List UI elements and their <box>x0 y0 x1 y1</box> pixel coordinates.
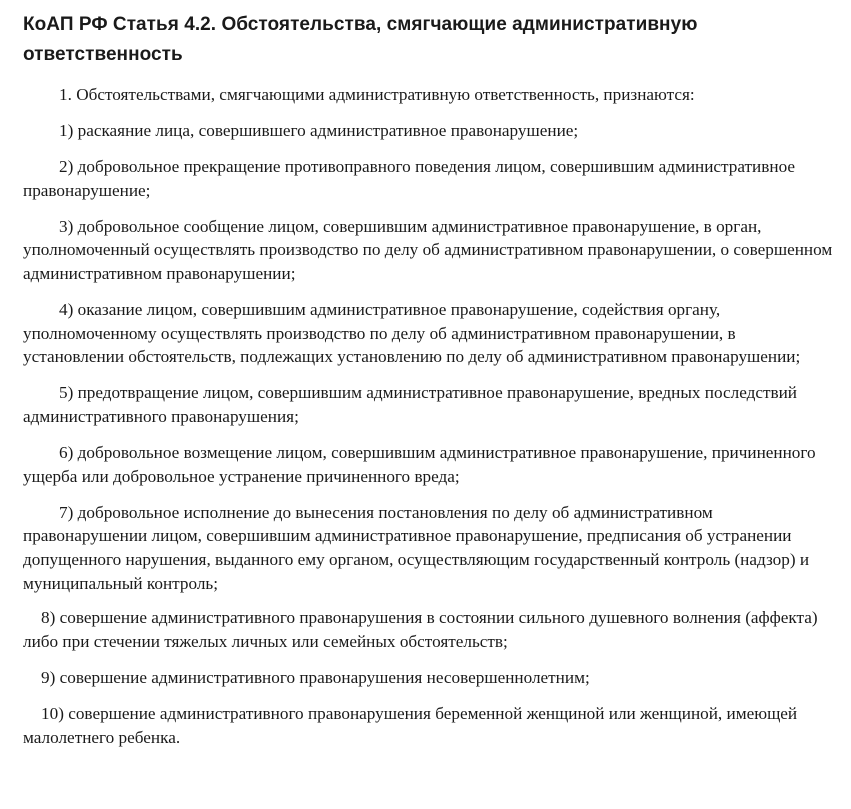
paragraph-item-7: 7) добровольное исполнение до вынесения постановления по делу об административном правонарушении лицом, совершившим административное правонарушение, предписания об устранении допущенного нарушения, выданного ему органом, осуществляющим государственный контроль (надзор) и муниципальный контроль; <box>23 502 810 593</box>
paragraph-item-5: 5) предотвращение лицом, совершившим административное правонарушение, вредных последствий административного правонарушения; <box>23 383 797 427</box>
paragraph-item-8: 8) совершение административного правонарушения в состоянии сильного душевного волнения (аффекта) либо при стечении тяжелых личных или семейных обстоятельств; <box>23 608 818 651</box>
paragraph-item-4: 4) оказание лицом, совершившим административное правонарушение, содействия органу, уполномоченному осуществлять производство по делу об административном правонарушении, в установлении обстоятельств, подлежащих установлению по делу об административном правонарушении; <box>23 300 801 367</box>
paragraph-item-2: 2) добровольное прекращение противоправного поведения лицом, совершившим административное правонарушение; <box>23 157 795 200</box>
paragraph-item-6: 6) добровольное возмещение лицом, совершившим административное правонарушение, причиненного ущерба или добровольное устранение причиненного вреда; <box>23 443 816 486</box>
paragraph-item-1: 1) раскаяние лица, совершившего административное правонарушение; <box>59 121 579 141</box>
article-body <box>23 83 837 749</box>
article-title: КоАП РФ Статья 4.2. Обстоятельства, смягчающие административную ответственность <box>23 14 698 65</box>
paragraph-item-10: 10) совершение административного правонарушения беременной женщиной или женщиной, имеющей малолетнего ребенка. <box>23 703 798 747</box>
paragraph-intro: 1. Обстоятельствами, смягчающими административную ответственность, признаются: <box>59 85 695 104</box>
paragraph-item-3: 3) добровольное сообщение лицом, совершившим административное правонарушение, в орган, уполномоченный осуществлять производство по делу об административном правонарушении, о совершенном административном правонарушении; <box>23 216 833 284</box>
paragraph-item-9: 9) совершение административного правонарушения несовершеннолетним; <box>41 667 590 687</box>
